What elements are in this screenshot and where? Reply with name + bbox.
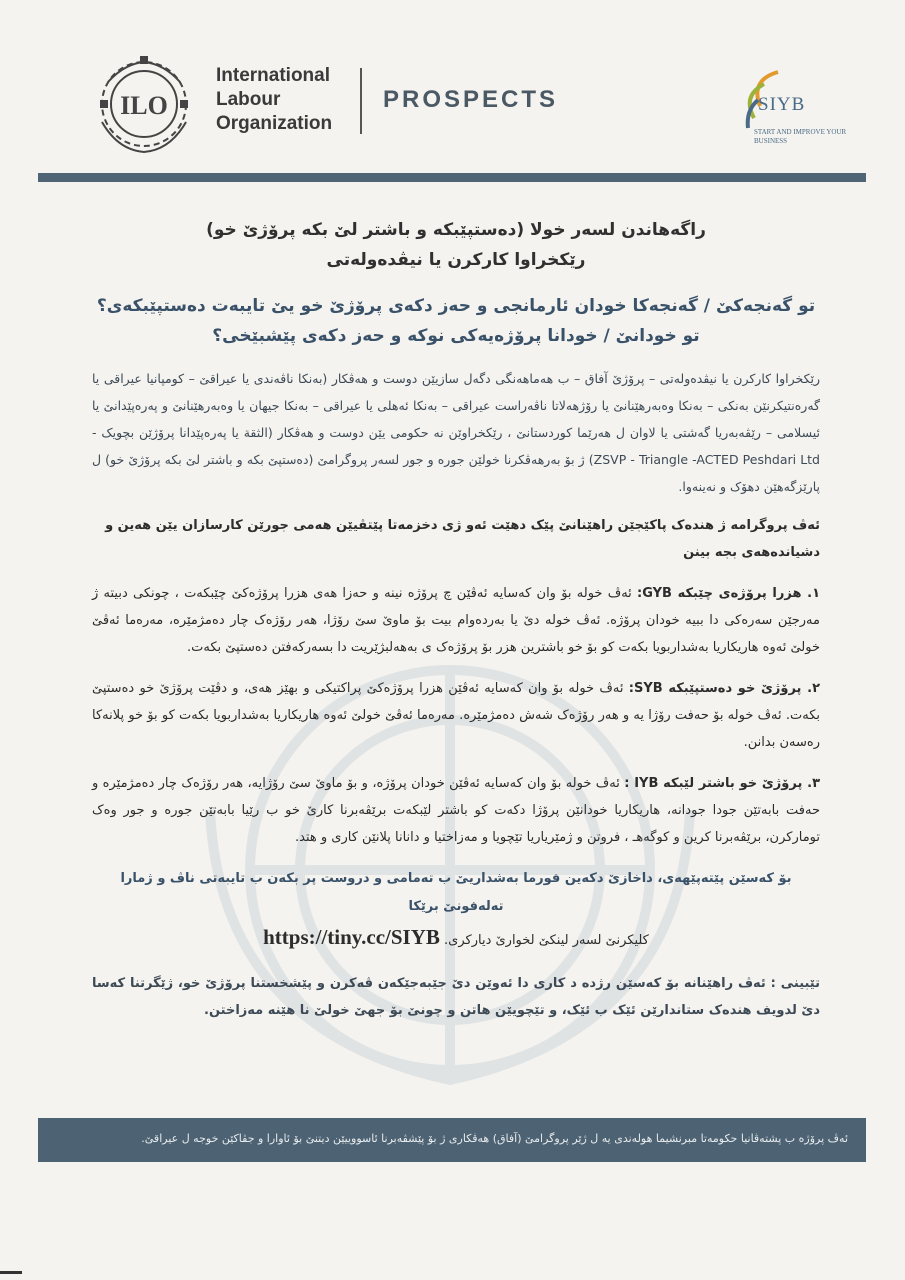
- header-rule: [38, 173, 866, 182]
- siyb-logo-text: SIYB: [758, 94, 806, 115]
- scan-edge-mark: [0, 1271, 22, 1274]
- course-gyb-text: ئەڤ خولە بۆ وان کەسایە ئەڤێن چ پرۆژە نینە و حەزا هەی هزرا پرۆژەکێ چێبکەت ، چونکی دبیتە ژ مەرجێن سەرەکی دا ببیە خودان پرۆژە. ئەڤ خولە دێ یا بەردەوام بیت بۆ ماوێ سێ رۆژا، هەر رۆژەک چار دەمژمێرە، مەرەما ئەڤێ خولێ ئەوە هاریکاریا بەشداربویا بکەت کو بۆ خو باشترین هزر بۆ پرۆژەک ی بەهەلبژێریت دا بسەرکەفتن دەستپێ بکەت.: [92, 586, 820, 655]
- question-line-2: تو خودانێ / خودانا پرۆژەیەکی نوکە و حەز دکەی پێشبێخی؟: [212, 326, 700, 346]
- letterhead: [0, 0, 905, 175]
- ilo-emblem-logo: [88, 52, 200, 156]
- ilo-organization-name: [216, 64, 332, 136]
- course-iyb: [92, 770, 820, 851]
- document-body: [92, 215, 820, 1024]
- siyb-tagline: START AND IMPROVE YOUR BUSINESS: [754, 128, 847, 145]
- question-line-1: تو گەنجەکێ / گەنجەکا خودان ئارمانجی و حەز دکەی پرۆژێ خو یێ تایبەت دەستپێبکەی؟: [96, 296, 816, 316]
- footer-bar: [38, 1118, 866, 1162]
- ilo-emblem-letters: ILO: [120, 91, 168, 120]
- ilo-name-line-2: Labour: [216, 89, 281, 110]
- course-gyb-label: ١. هزرا پرۆژەی چێبکە GYB:: [637, 586, 820, 601]
- course-iyb-label: ٣. پرۆژێ خو باشتر لێبکە IYB :: [624, 776, 820, 791]
- announcement-title: راگەهاندن لسەر خولا (دەستپێبکە و باشتر لێ بکە پرۆژێ خو): [206, 220, 706, 240]
- registration-link-line: [92, 925, 820, 950]
- ilo-name-line-3: Organization: [216, 113, 333, 134]
- course-iyb-text: ئەڤ خولە بۆ وان کەسایە ئەڤێن خودان پرۆژە، و بۆ ماوێ سێ رۆژایە، هەر رۆژەک چار دەمژمێرە و حەفت بابەتێن جودا جودانە، هاریکاریا خودانێن پرۆژا دکەت کو باشتر لێبکەت برێڤەبرنا کارێ خو ب رێیا بابەتێن جورە و جور وەک تومارکرن، برێڤەبرنا کرین و کوگەهـ ، فروتن و ژمێریاریا تێچویا و مەزاختیا و دانانا پلانێن کاری و هتد.: [92, 776, 820, 845]
- course-syb-text: ئەڤ خولە بۆ وان کەسایە ئەڤێن هزرا پرۆژەکێ پراکتیکی و بهێز هەی، و دڤێت پرۆژێ خو دەستپێ بکەت. ئەڤ خولە بۆ حەفت رۆژا یە و هەر رۆژەک شەش دەمژمێرە. مەرەما ئەڤێ خولێ ئەوە هاریکاریا بەشداربویا بکەت کو بۆ خو پلانەکا رەسەن بدانن.: [92, 681, 820, 750]
- header-divider: [360, 68, 362, 134]
- program-name: PROSPECTS: [383, 86, 559, 113]
- note-paragraph: تێبینی : ئەڤ راهێنانە بۆ کەسێن رژدە د کاری دا ئەوێن دێ جێبەجێکەن ڤەکرن و پێشخستنا پرۆژێ خو، ژێگرتنا کەسا دێ لدویف هندەک ستاندارێن ئێک ب ئێک، و تێچویێن هاتن و چونێ بۆ جهێ خولێ نا هێنە مەزاختن.: [92, 976, 820, 1018]
- link-intro-text: کلیکرنێ لسەر لینکێ لخوارێ دیارکری.: [444, 933, 649, 948]
- announcement-organization: رێکخراوا کارکرن یا نیڤدەولەتی: [326, 250, 586, 270]
- intro-paragraph: رێکخراوا کارکرن یا نیڤدەولەتی – پرۆژێ آفاق – ب هەماهەنگی دگەل سازیێن دوست و هەڤکار (بەنکا ناڤەندی یا عیراقێ – کومپانیا عیراقی یا گەرەنتیکرنێن بەنکی – بەنکا وەبەرهێنانێ یا رۆژهەلاتا ناڤەراست عیراقی – بەنکا ئەهلی یا عیراقی – بەنکا جیهان یا وەبەرهێنانێ و پەرەپێدانێ یا ئیسلامی – رێڤەبەریا گەشتی یا لاوان ل هەرێما کوردستانێ ، رێکخراوێن نە حکومی یێن دوست و هەڤکار (الثقة یا پەرەپێدانا پرۆژێن بچویک - ZSVP - Triangle -ACTED Peshdari Ltd) ژ بۆ بەرهەڤکرنا خولێن جورە و جور لسەر پروگرامێ (دەستپێ بکە و باشتر لێ بکە پرۆژێ خو) ل پارێزگەهێن دهۆک و نەینەوا.: [92, 371, 820, 494]
- registration-link[interactable]: https://tiny.cc/SIYB: [263, 925, 440, 949]
- application-instructions: بۆ کەسێن پێتەپێهەی، داخازێ دکەین فورما بەشداریێ ب تەمامی و دروست پر بکەن ب تایبەتی ناڤ و ژمارا تەلەفونێ برێکا: [120, 871, 792, 914]
- course-syb-label: ٢. پرۆژێ خو دەستپێبکە SYB:: [628, 681, 820, 696]
- course-gyb: [92, 580, 820, 661]
- footer-funding-text: ئەڤ پرۆژە ب پشتەڤانیا حکومەتا مبرنشیما هولەندی یە ل ژێر پروگرامێ (آفاق) هەڤکاری ژ بۆ پێشڤەبرنا ئاسووییێن دیتنێ بۆ ئاوارا و جڤاکێن خوجە ل عیراقێ.: [141, 1132, 848, 1145]
- program-summary: ئەڤ پروگرامە ژ هندەک پاکێجێن راهێنانێ پێک دهێت ئەو ژی دخزمەتا پێتڤیێن هەمی جورێن کارسازان یێن هەین و دشیاندەهەی بجە بینن: [105, 518, 820, 560]
- ilo-name-line-1: International: [216, 65, 331, 86]
- course-syb: [92, 675, 820, 756]
